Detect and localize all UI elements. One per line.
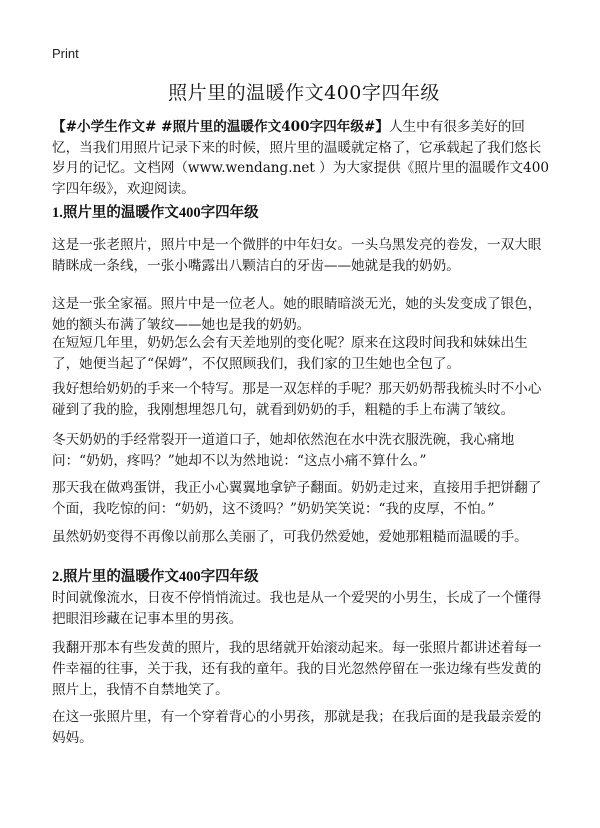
section-1-paragraph-7: 虽然奶奶变得不再像以前那么美丽了，可我仍然爱她，爱她那粗糙而温暖的手。 (52, 529, 528, 545)
section-1-paragraph-5: 冬天奶奶的手经常裂开一道道口子，她却依然泡在水中洗衣服洗碗，我心痛地问：“奶奶，疼吗？”她却不以为然地说：“这点小痛不算什么。” (52, 432, 515, 469)
section-1-paragraph-4: 我好想给奶奶的手来一个特写。那是一双怎样的手呢？那天奶奶帮我梳头时不小心碰到了我的脸，我刚想埋怨几句，就看到奶奶的手，粗糙的手上布满了皱纹。 (52, 381, 542, 418)
section-1-paragraph-6: 那天我在做鸡蛋饼，我正小心翼翼地拿铲子翻面。奶奶走过来，直接用手把饼翻了个面，我吃惊的问：“奶奶，这不烫吗？”奶奶笑笑说：“我的皮厚，不怕。” (52, 480, 542, 517)
print-link[interactable]: Print (52, 46, 79, 61)
section-heading-1: 1.照片里的温暖作文400字四年级 (52, 205, 259, 221)
section-1-paragraph-1: 这是一张老照片，照片中是一个微胖的中年妇女。一头乌黑发亮的卷发，一双大眼睛眯成一条线，一张小嘴露出八颗洁白的牙齿——她就是我的奶奶。 (52, 237, 542, 274)
intro-paragraph (52, 117, 552, 199)
section-1-paragraph-3: 在短短几年里，奶奶怎么会有天差地别的变化呢？原来在这段时间我和妹妹出生了，她便当起了“保姆”，不仅照顾我们，我们家的卫生她也全包了。 (52, 335, 528, 372)
section-heading-2: 2.照片里的温暖作文400字四年级 (52, 569, 259, 585)
intro-text: 人生中有很多美好的回忆，当我们用照片记录下来的时候，照片里的温暖就定格了，它承载起了我们悠长岁月的记忆。文档网（www.wendang.net ）为大家提供《照片里的温暖作文400字四年级》，欢迎阅读。 (52, 119, 550, 197)
section-2-paragraph-1: 时间就像流水，日夜不停悄悄流过。我也是从一个爱哭的小男生，长成了一个懂得把眼泪珍藏在记事本里的男孩。 (52, 590, 542, 627)
section-2-paragraph-3: 在这一张照片里，有一个穿着背心的小男孩，那就是我；在我后面的是我最亲爱的妈妈。 (52, 709, 542, 746)
page-title: 照片里的温暖作文400字四年级 (168, 82, 440, 104)
section-1-paragraph-2: 这是一张全家福。照片中是一位老人。她的眼睛暗淡无光，她的头发变成了银色，她的额头布满了皱纹——她也是我的奶奶。 (52, 296, 542, 333)
intro-tags: 【#小学生作文# #照片里的温暖作文400字四年级#】 (52, 119, 389, 135)
section-2-paragraph-2: 我翻开那本有些发黄的照片，我的思绪就开始滚动起来。每一张照片都讲述着每一件幸福的往事，关于我，还有我的童年。我的目光忽然停留在一张边缘有些发黄的照片上，我情不自禁地笑了。 (52, 640, 542, 698)
